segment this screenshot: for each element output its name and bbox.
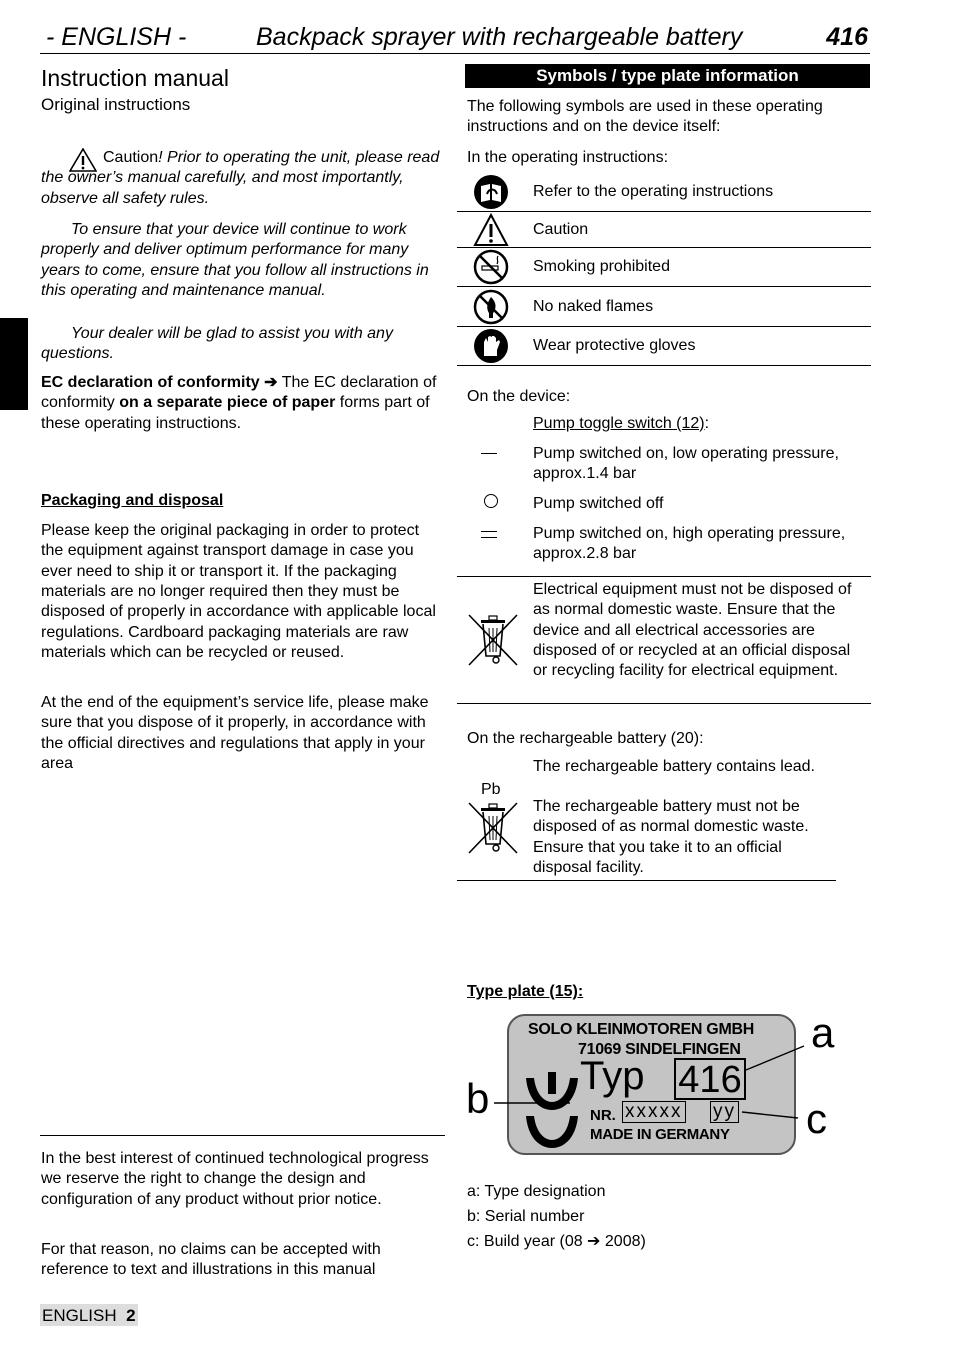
manual-subtitle: Original instructions: [41, 95, 191, 114]
switch-position-low-icon: [481, 452, 501, 454]
packaging-paragraph-1: Please keep the original packaging in order to protect the equipment against transport damage in case you ever need to ship it or transport it. If the packaging materials are no longer required then they must be disposed of properly in accordance with applicable local regulations. Cardboard packaging materials are raw materials which can be recycled or reused.: [41, 522, 436, 661]
weee-text: Electrical equipment must not be disposed of as normal domestic waste. Ensure that the device and all electrical accessories are disposed of or recycled at an official disposal or recycling facility for electrical equipment.: [533, 581, 852, 680]
legend-item-b: b: Serial number: [467, 1208, 585, 1225]
plate-year: yy: [710, 1101, 739, 1123]
symbol-row: [457, 327, 871, 366]
no-flames-icon: [473, 289, 509, 325]
plate-model: 416: [674, 1058, 746, 1100]
caution-block: [41, 148, 441, 209]
ec-text-bold: on a separate piece of paper: [119, 394, 336, 412]
plate-serial: xxxxx: [622, 1101, 686, 1123]
battery-lead-text: The rechargeable battery contains lead.: [533, 758, 815, 775]
battery-dispose-text: The rechargeable battery must not be disposed of as normal domestic waste. Ensure that you take it to an official disposal facility.: [533, 798, 809, 876]
notice-paragraph-2: For that reason, no claims can be accepted with reference to text and illustrations in this manual: [41, 1241, 381, 1279]
caution-text: ! Prior to operating the unit, please read the owner’s manual carefully, and most importantly, observe all safety rules.: [41, 149, 440, 207]
symbol-row: [457, 248, 871, 287]
pump-low-text: Pump switched on, low operating pressure, approx.1.4 bar: [533, 445, 839, 483]
header-title: Backpack sprayer with rechargeable battery: [256, 23, 743, 51]
gloves-icon: [473, 328, 509, 364]
manual-title: Instruction manual: [41, 65, 229, 91]
symbols-intro: The following symbols are used in these operating instructions and on the device itself:: [467, 98, 823, 136]
page-footer: [40, 1304, 138, 1326]
pump-switch-colon: :: [704, 415, 710, 432]
paragraph-ensure: To ensure that your device will continue to work properly and deliver optimum performance for many years to come, ensure that you follow all instructions in this operating and maintenance manual.: [41, 221, 429, 299]
battery-bin-icon: [466, 800, 520, 856]
on-battery-label: On the rechargeable battery (20):: [467, 730, 704, 747]
paragraph-dealer: Your dealer will be glad to assist you with any questions.: [41, 325, 393, 363]
section-title: Symbols / type plate information: [465, 64, 870, 88]
arrow-right-icon: ➔: [264, 374, 278, 391]
symbol-label: No naked flames: [533, 297, 654, 315]
divider: [457, 880, 836, 881]
ec-text-1: The EC declaration of conformity: [41, 374, 437, 412]
symbol-label: Caution: [533, 220, 589, 238]
plate-made-in: MADE IN GERMANY: [590, 1126, 730, 1143]
divider: [457, 576, 871, 577]
packaging-paragraph-2: At the end of the equipment’s service life, please make sure that you dispose of it properly, in accordance with the official directives and regulations that apply in your area: [41, 694, 429, 772]
switch-position-off-icon: [484, 494, 504, 508]
switch-position-high-icon: [481, 531, 501, 538]
divider: [457, 703, 871, 704]
symbol-row: [457, 287, 871, 327]
footer-language: ENGLISH: [42, 1306, 117, 1325]
weee-bin-icon: [466, 612, 520, 668]
callout-c: c: [806, 1095, 827, 1142]
symbol-row: [457, 212, 871, 248]
page-header: [40, 20, 870, 54]
plate-nr: NR.: [590, 1107, 616, 1124]
side-tab-marker: [0, 318, 28, 410]
legend-item-a: a: Type designation: [467, 1183, 606, 1200]
header-model-number: 416: [826, 23, 868, 51]
ec-text-2: forms part of these operating instructions.: [41, 394, 430, 432]
notice-paragraph-1: In the best interest of continued technological progress we reserve the right to change the design and configuration of any product without prior notice.: [41, 1150, 429, 1208]
pump-high-text: Pump switched on, high operating pressure, approx.2.8 bar: [533, 525, 846, 563]
symbols-table: [457, 172, 871, 366]
caution-triangle-icon: [69, 148, 97, 172]
plate-company: SOLO KLEINMOTOREN GMBH: [528, 1021, 754, 1038]
symbol-row: [457, 172, 871, 212]
symbol-label: Refer to the operating instructions: [533, 182, 774, 200]
pump-switch-heading: [533, 414, 709, 434]
type-plate-figure: [460, 1010, 870, 1160]
packaging-heading: Packaging and disposal: [41, 492, 224, 509]
no-smoking-icon: [473, 249, 509, 285]
pump-off-text: Pump switched off: [533, 495, 664, 512]
symbol-label: Wear protective gloves: [533, 336, 696, 354]
callout-b: b: [466, 1075, 490, 1122]
plate-typ: Typ: [580, 1054, 645, 1098]
caution-triangle-icon: [473, 212, 509, 248]
divider: [40, 1135, 445, 1136]
callout-a: a: [811, 1009, 835, 1056]
page-number: 2: [126, 1306, 136, 1325]
type-plate-heading: Type plate (15):: [467, 983, 584, 1000]
pb-label: Pb: [481, 781, 501, 798]
legend-item-c: c: Build year (08 ➔ 2008): [467, 1233, 646, 1250]
symbol-label: Smoking prohibited: [533, 257, 670, 275]
plate-city: 71069 SINDELFINGEN: [578, 1041, 741, 1058]
on-device-label: On the device:: [467, 388, 571, 405]
caution-word: Caution: [103, 149, 159, 166]
ec-heading: EC declaration of conformity: [41, 374, 260, 391]
header-language: - ENGLISH -: [46, 23, 187, 51]
manual-book-icon: [473, 174, 509, 210]
in-instructions-label: In the operating instructions:: [467, 149, 669, 166]
ec-declaration: [41, 373, 441, 434]
pump-switch-label: Pump toggle switch (12): [533, 415, 705, 432]
